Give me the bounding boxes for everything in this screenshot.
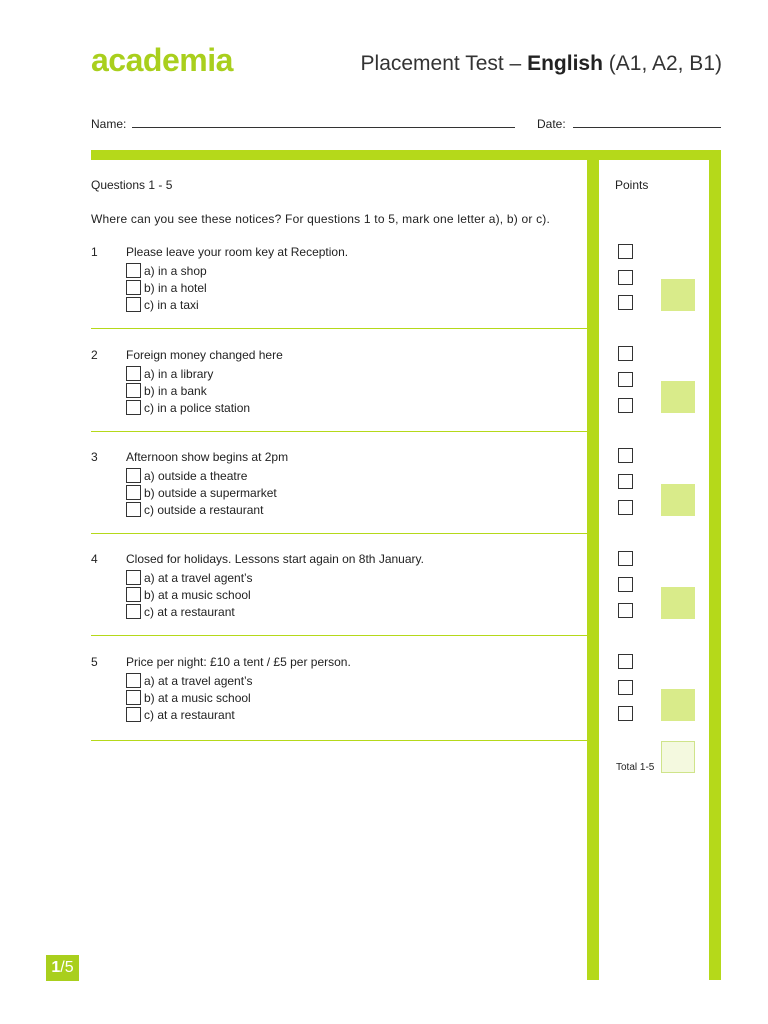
checkbox[interactable] — [126, 263, 141, 278]
total-label: Total 1-5 — [616, 762, 655, 773]
points-checkbox[interactable] — [618, 295, 633, 310]
question-text: Foreign money changed here — [126, 348, 283, 362]
question-number: 2 — [91, 348, 98, 362]
points-checkbox[interactable] — [618, 706, 633, 721]
option-label: b) at a music school — [144, 691, 251, 705]
option-label: a) in a library — [144, 367, 214, 381]
question-text: Please leave your room key at Reception. — [126, 245, 349, 259]
question-text: Afternoon show begins at 2pm — [126, 450, 289, 464]
question-separator — [91, 328, 587, 329]
checkbox[interactable] — [126, 587, 141, 602]
option-a[interactable] — [126, 468, 247, 482]
option-c[interactable] — [126, 400, 250, 414]
option-label: c) at a restaurant — [144, 708, 235, 722]
question-text: Price per night: £10 a tent / £5 per person. — [126, 655, 351, 669]
score-box-q4[interactable] — [661, 587, 695, 619]
option-label: a) in a shop — [144, 264, 207, 278]
score-box-q3[interactable] — [661, 484, 695, 516]
points-checkbox[interactable] — [618, 474, 633, 489]
option-c[interactable] — [126, 502, 263, 516]
score-box-q1[interactable] — [661, 279, 695, 311]
points-checkbox[interactable] — [618, 372, 633, 387]
points-checkbox[interactable] — [618, 551, 633, 566]
points-checkbox[interactable] — [618, 244, 633, 259]
name-field[interactable] — [132, 127, 515, 128]
page-number-badge — [46, 955, 79, 981]
option-c[interactable] — [126, 707, 235, 721]
points-checkbox[interactable] — [618, 448, 633, 463]
checkbox[interactable] — [126, 690, 141, 705]
option-label: b) outside a supermarket — [144, 486, 277, 500]
option-a[interactable] — [126, 570, 253, 584]
option-b[interactable] — [126, 383, 207, 397]
option-b[interactable] — [126, 690, 251, 704]
points-column-divider — [587, 150, 599, 980]
date-field[interactable] — [573, 127, 721, 128]
question-separator — [91, 431, 587, 432]
points-checkbox[interactable] — [618, 500, 633, 515]
checkbox[interactable] — [126, 604, 141, 619]
checkbox[interactable] — [126, 383, 141, 398]
score-box-q2[interactable] — [661, 381, 695, 413]
instruction-text: Where can you see these notices? For questions 1 to 5, mark one letter a), b) or c). — [91, 212, 551, 226]
question-number: 3 — [91, 450, 98, 464]
checkbox[interactable] — [126, 400, 141, 415]
option-a[interactable] — [126, 673, 253, 687]
option-label: a) at a travel agent’s — [144, 674, 253, 688]
top-green-bar — [91, 150, 721, 160]
option-label: c) in a police station — [144, 401, 251, 415]
option-label: b) in a hotel — [144, 281, 207, 295]
option-label: b) in a bank — [144, 384, 207, 398]
checkbox[interactable] — [126, 570, 141, 585]
checkbox[interactable] — [126, 280, 141, 295]
question-number: 4 — [91, 552, 98, 566]
question-separator — [91, 533, 587, 534]
checkbox[interactable] — [126, 468, 141, 483]
question-separator — [91, 635, 587, 636]
checkbox[interactable] — [126, 673, 141, 688]
checkbox[interactable] — [126, 485, 141, 500]
option-c[interactable] — [126, 297, 199, 311]
current-page: 1 — [51, 959, 61, 976]
points-checkbox[interactable] — [618, 680, 633, 695]
points-checkbox[interactable] — [618, 654, 633, 669]
points-checkbox[interactable] — [618, 398, 633, 413]
score-box-q5[interactable] — [661, 689, 695, 721]
date-label: Date: — [537, 117, 566, 131]
option-b[interactable] — [126, 587, 251, 601]
option-b[interactable] — [126, 485, 277, 499]
total-score-box[interactable] — [661, 741, 695, 773]
checkbox[interactable] — [126, 297, 141, 312]
points-checkbox[interactable] — [618, 577, 633, 592]
option-label: c) outside a restaurant — [144, 503, 264, 517]
option-a[interactable] — [126, 366, 213, 380]
question-separator — [91, 740, 587, 741]
question-number: 5 — [91, 655, 98, 669]
question-text: Closed for holidays. Lessons start again on 8th January. — [126, 552, 424, 566]
option-label: c) at a restaurant — [144, 605, 235, 619]
points-checkbox[interactable] — [618, 603, 633, 618]
option-label: a) at a travel agent’s — [144, 571, 253, 585]
checkbox[interactable] — [126, 707, 141, 722]
option-a[interactable] — [126, 263, 207, 277]
title-prefix: Placement Test – — [360, 52, 522, 75]
title-subject: English — [527, 52, 603, 75]
total-pages: /5 — [60, 959, 74, 976]
right-green-bar — [709, 150, 721, 980]
checkbox[interactable] — [126, 366, 141, 381]
option-label: a) outside a theatre — [144, 469, 248, 483]
points-checkbox[interactable] — [618, 346, 633, 361]
points-checkbox[interactable] — [618, 270, 633, 285]
option-label: c) in a taxi — [144, 298, 199, 312]
academia-logo: academia — [91, 42, 233, 78]
option-c[interactable] — [126, 604, 235, 618]
question-number: 1 — [91, 245, 98, 259]
checkbox[interactable] — [126, 502, 141, 517]
option-label: b) at a music school — [144, 588, 251, 602]
section-heading: Questions 1 - 5 — [91, 178, 173, 192]
title-levels: (A1, A2, B1) — [608, 52, 722, 75]
option-b[interactable] — [126, 280, 207, 294]
name-label: Name: — [91, 117, 127, 131]
page-title — [361, 52, 722, 76]
points-label: Points — [615, 178, 649, 192]
